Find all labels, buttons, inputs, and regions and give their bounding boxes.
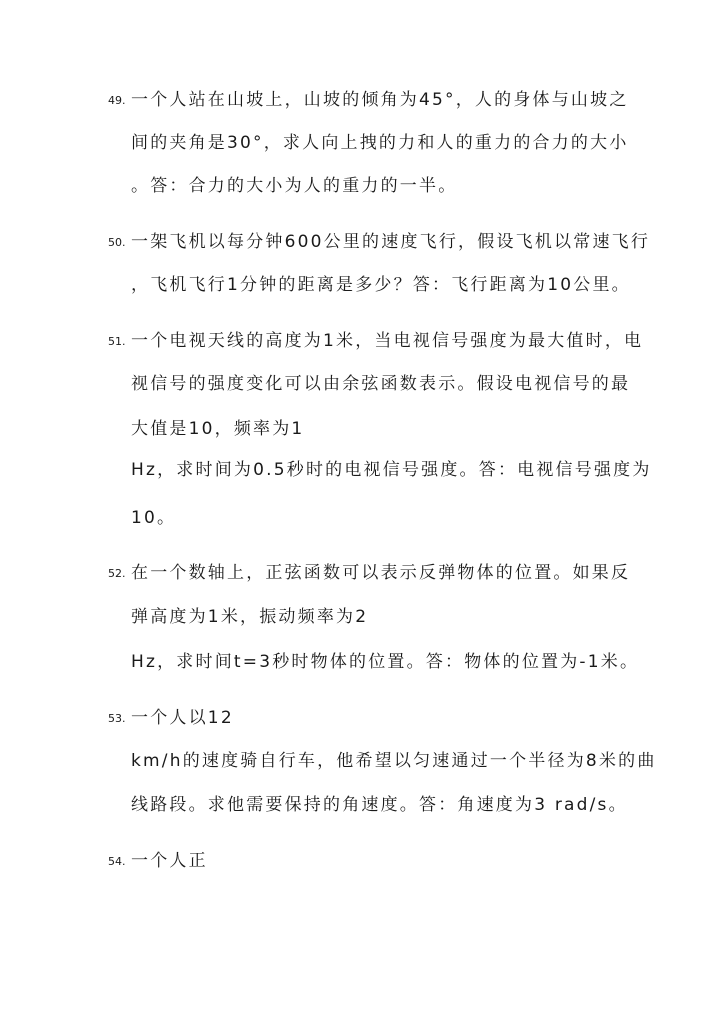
question-text-line: 一个人以12 — [131, 708, 234, 728]
question-number: 53. — [108, 712, 126, 725]
question-text-line: 一个人正 — [131, 851, 208, 871]
question-number: 49. — [108, 94, 126, 107]
question-text-line: 大值是10，频率为1 — [131, 419, 305, 439]
question-number: 51. — [108, 335, 126, 348]
question-text-line: ，飞机飞行1分钟的距离是多少？答：飞行距离为10公里。 — [131, 275, 631, 295]
question-text-line: 一个人站在山坡上，山坡的倾角为45°，人的身体与山坡之 — [131, 90, 629, 110]
question-text-line: 弹高度为1米，振动频率为2 — [131, 607, 369, 627]
question-text-line: km/h的速度骑自行车，他希望以匀速通过一个半径为8米的曲 — [131, 751, 657, 771]
question-text-line: 在一个数轴上，正弦函数可以表示反弹物体的位置。如果反 — [131, 563, 631, 583]
question-text-line: Hz，求时间t=3秒时物体的位置。答：物体的位置为-1米。 — [131, 652, 640, 672]
question-text-line: 视信号的强度变化可以由余弦函数表示。假设电视信号的最 — [131, 374, 631, 394]
question-text-line: 一架飞机以每分钟600公里的速度飞行，假设飞机以常速飞行 — [131, 232, 651, 252]
question-number: 50. — [108, 236, 126, 249]
question-text-line: 10。 — [131, 508, 177, 528]
question-text-line: 线路段。求他需要保持的角速度。答：角速度为3 rad/s。 — [131, 795, 628, 815]
question-text-line: Hz，求时间为0.5秒时的电视信号强度。答：电视信号强度为 — [131, 460, 652, 480]
question-text-line: 一个电视天线的高度为1米，当电视信号强度为最大值时，电 — [131, 331, 644, 351]
question-number: 52. — [108, 567, 126, 580]
question-number: 54. — [108, 855, 126, 868]
question-text-line: 间的夹角是30°，求人向上拽的力和人的重力的合力的大小 — [131, 133, 629, 153]
question-text-line: 。答：合力的大小为人的重力的一半。 — [131, 176, 458, 196]
